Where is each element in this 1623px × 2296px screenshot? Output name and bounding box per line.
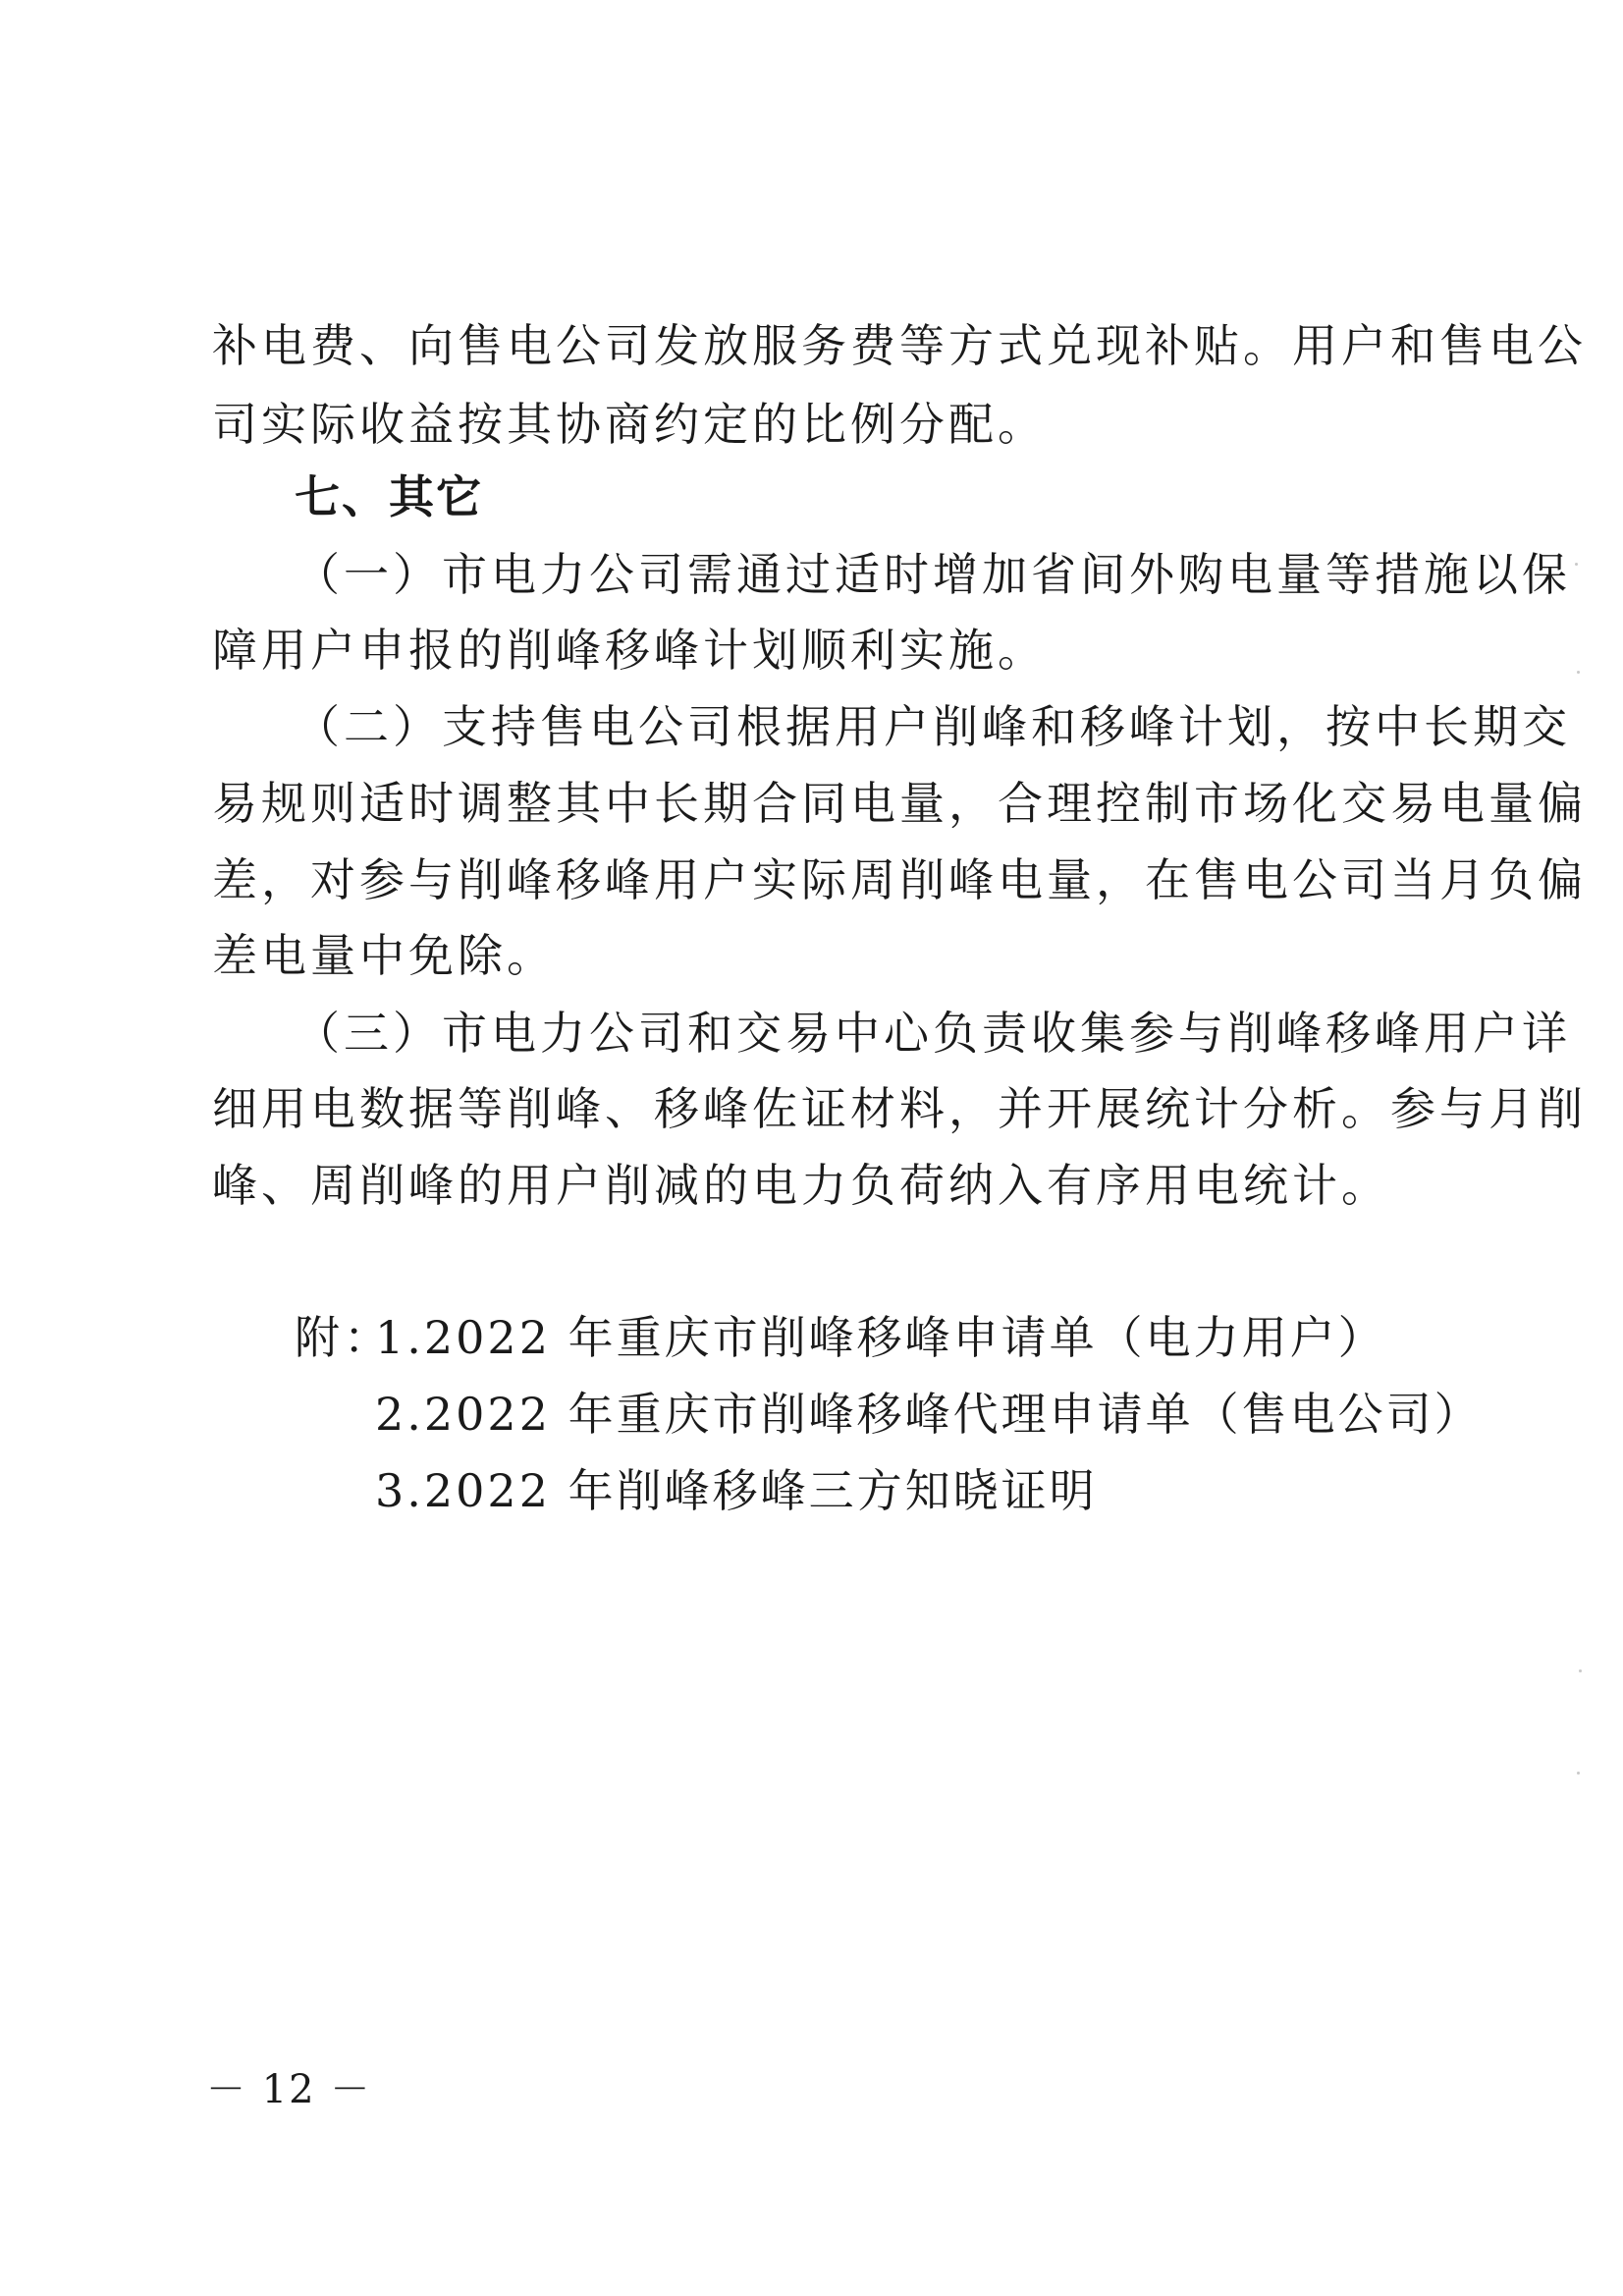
attachment-item: 3.2022 年削峰移峰三方知晓证明 xyxy=(375,1464,1098,1517)
paragraph-line: 司实际收益按其协商约定的比例分配。 xyxy=(212,398,1047,451)
attachment-item: 1.2022 年重庆市削峰移峰申请单（电力用户） xyxy=(375,1311,1386,1364)
scan-speck xyxy=(1579,1669,1582,1672)
paragraph-line: 障用户申报的削峰移峰计划顺利实施。 xyxy=(212,624,1047,677)
paragraph-line: 峰、周削峰的用户削减的电力负荷纳入有序用电统计。 xyxy=(212,1159,1390,1212)
page-number: － 12 － xyxy=(206,2067,372,2112)
paragraph-line: （三）市电力公司和交易中心负责收集参与削峰移峰用户详 xyxy=(295,1007,1571,1060)
paragraph-line: 细用电数据等削峰、移峰佐证材料，并开展统计分析。参与月削 xyxy=(212,1082,1587,1135)
paragraph-line: 易规则适时调整其中长期合同电量，合理控制市场化交易电量偏 xyxy=(212,777,1587,830)
scan-speck xyxy=(1575,563,1578,566)
paragraph-line: 补电费、向售电公司发放服务费等方式兑现补贴。用户和售电公 xyxy=(212,319,1587,372)
attachment-item: 2.2022 年重庆市削峰移峰代理申请单（售电公司） xyxy=(375,1388,1483,1441)
paragraph-line: （一）市电力公司需通过适时增加省间外购电量等措施以保 xyxy=(295,548,1571,601)
paragraph-line: 差，对参与削峰移峰用户实际周削峰电量，在售电公司当月负偏 xyxy=(212,853,1587,906)
paragraph-line: 差电量中免除。 xyxy=(212,929,556,982)
paragraph-line: （二）支持售电公司根据用户削峰和移峰计划，按中长期交 xyxy=(295,700,1571,753)
scan-speck xyxy=(1577,671,1580,674)
attachments-label: 附： xyxy=(295,1311,393,1364)
scan-speck xyxy=(1577,1772,1580,1775)
section-heading: 七、其它 xyxy=(295,470,483,523)
